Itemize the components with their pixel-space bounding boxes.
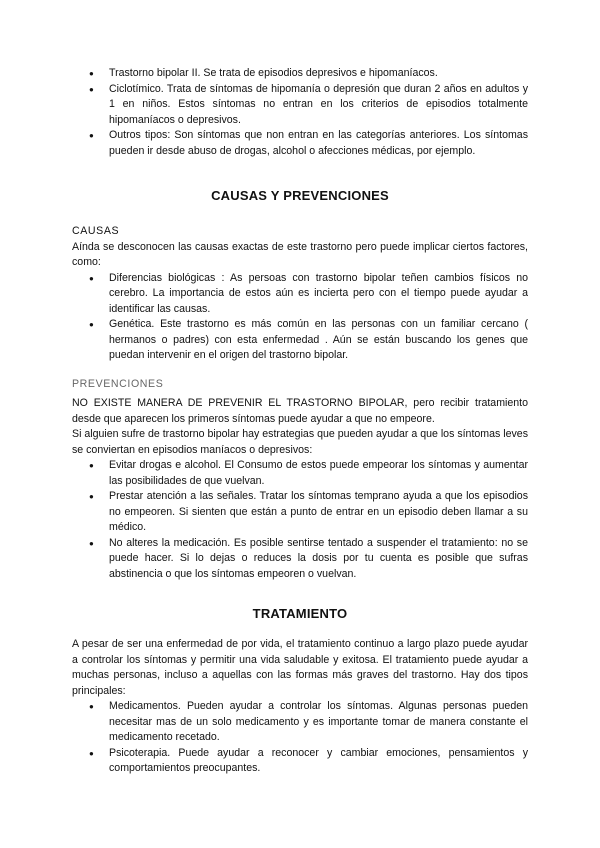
- section-heading-tratamiento: TRATAMIENTO: [252, 606, 348, 621]
- list-item: ● Medicamentos. Pueden ayudar a controlar los síntomas. Algunas personas pueden necesitar mas de un solo medicamento y es importante tomar de manera constante el medicamento recetado.: [72, 699, 528, 746]
- section-heading-causas-prevenciones: CAUSAS Y PREVENCIONES: [211, 188, 389, 203]
- tratamiento-intro: A pesar de ser una enfermedad de por vida, el tratamiento continuo a largo plazo puede ayudar a controlar los síntomas y permitir una vida saludable y exitosa. El tratamiento puede ayudar a muchas personas, incluso a aquellas con las formas más graves del trastorno. Hay dos tipos principales:: [72, 638, 528, 697]
- causas-intro: Aínda se desconocen las causas exactas de este trastorno pero puede implicar ciertos factores, como:: [72, 240, 528, 268]
- tratamiento-list: [72, 699, 528, 777]
- prevenciones-list: [72, 458, 528, 582]
- list-item: ● No alteres la medicación. Es posible sentirse tentado a suspender el tratamiento: no se puede hacer. Si lo dejas o reduces la dosis por tu cuenta es posible que sufras abstinencia o que los síntomas empeoren o vuelvan.: [72, 536, 528, 583]
- subheading-causas: CAUSAS: [72, 225, 120, 237]
- list-item: ● Psicoterapia. Puede ayudar a reconocer y cambiar emociones, pensamientos y comportamientos preocupantes.: [72, 746, 528, 777]
- list-item: ● Ciclotímico. Trata de síntomas de hipomanía o depresión que duran 2 años en adultos y 1 en niños. Estos síntomas no entran en los criterios de episodios totalmente hipomaníacos o depresivos.: [72, 82, 528, 129]
- prevenciones-para-1: NO EXISTE MANERA DE PREVENIR EL TRASTORNO BIPOLAR, pero recibir tratamiento desde que aparecen los primeros síntomas puede ayudar a que no empeore.: [72, 397, 528, 425]
- list-item: ● Prestar atención a las señales. Tratar los síntomas temprano ayuda a que los episodios no empeoren. Si sienten que están a punto de entrar en un episodio deben llamar a su médico.: [72, 489, 528, 536]
- list-item: ● Genética. Este trastorno es más común en las personas con un familiar cercano ( hermanos o padres) con esta enfermedad . Aún se están buscando los genes que puedan intervenir en el origen del trastorno bipolar.: [72, 317, 528, 364]
- list-item: ● Trastorno bipolar II. Se trata de episodios depresivos e hipomaníacos.: [72, 66, 528, 82]
- list-item: ● Diferencias biológicas : As persoas con trastorno bipolar teñen cambios físicos no cerebro. La importancia de estos aún es incierta pero con el tiempo puede ayudar a identificar las causas.: [72, 271, 528, 318]
- bipolar-types-list: [72, 66, 528, 159]
- prevenciones-para-2: Si alguien sufre de trastorno bipolar hay estrategias que pueden ayudar a que los síntomas leves se conviertan en episodios maníacos o depresivos:: [72, 428, 528, 456]
- causas-list: [72, 271, 528, 364]
- list-item: ● Evitar drogas e alcohol. El Consumo de estos puede empeorar los síntomas y aumentar las posibilidades de que vuelvan.: [72, 458, 528, 489]
- list-item: ● Outros tipos: Son síntomas que non entran en las categorías anteriores. Los síntomas pueden ir desde abuso de drogas, alcohol o afecciones médicas, por ejemplo.: [72, 128, 528, 159]
- subheading-prevenciones: PREVENCIONES: [72, 377, 164, 390]
